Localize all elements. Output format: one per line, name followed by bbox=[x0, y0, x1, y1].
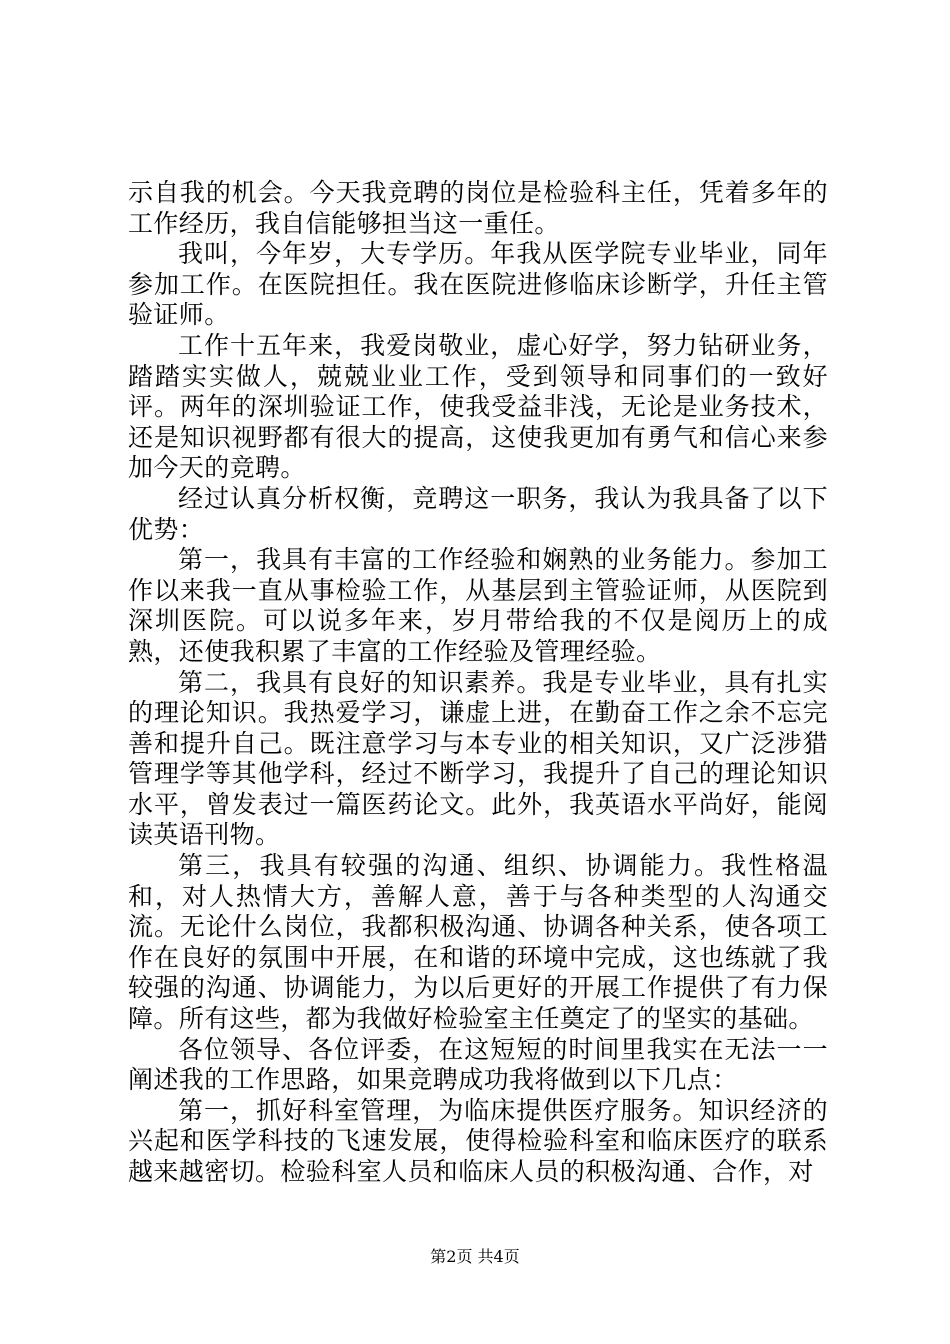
paragraph-8: 各位领导、各位评委，在这短短的时间里我实在无法一一阐述我的工作思路，如果竞聘成功我将做到以下几点： bbox=[128, 1034, 828, 1095]
paragraph-7: 第三，我具有较强的沟通、组织、协调能力。我性格温和，对人热情大方，善解人意，善于与各种类型的人沟通交流。无论什么岗位，我都积极沟通、协调各种关系，使各项工作在良好的氛围中开展，在和谐的环境中完成，这也练就了我较强的沟通、协调能力，为以后更好的开展工作提供了有力保障。所有这些，都为我做好检验室主任奠定了的坚实的基础。 bbox=[128, 851, 828, 1034]
document-body bbox=[128, 178, 828, 1188]
paragraph-4: 经过认真分析权衡，竞聘这一职务，我认为我具备了以下优势： bbox=[128, 483, 828, 544]
paragraph-3: 工作十五年来，我爱岗敬业，虚心好学，努力钻研业务，踏踏实实做人，兢兢业业工作，受到领导和同事们的一致好评。两年的深圳验证工作，使我受益非浅，无论是业务技术，还是知识视野都有很大的提高，这使我更加有勇气和信心来参加今天的竞聘。 bbox=[128, 330, 828, 483]
paragraph-5: 第一，我具有丰富的工作经验和娴熟的业务能力。参加工作以来我一直从事检验工作，从基层到主管验证师，从医院到深圳医院。可以说多年来，岁月带给我的不仅是阅历上的成熟，还使我积累了丰富的工作经验及管理经验。 bbox=[128, 545, 828, 666]
page-number-footer: 第2页 共4页 bbox=[430, 1247, 520, 1266]
paragraph-2: 我叫，今年岁，大专学历。年我从医学院专业毕业，同年参加工作。在医院担任。我在医院进修临床诊断学，升任主管验证师。 bbox=[128, 239, 828, 330]
paragraph-6: 第二，我具有良好的知识素养。我是专业毕业，具有扎实的理论知识。我热爱学习，谦虚上进，在勤奋工作之余不忘完善和提升自己。既注意学习与本专业的相关知识，又广泛涉猎管理学等其他学科，经过不断学习，我提升了自己的理论知识水平，曾发表过一篇医药论文。此外，我英语水平尚好，能阅读英语刊物。 bbox=[128, 667, 828, 850]
paragraph-1: 示自我的机会。今天我竞聘的岗位是检验科主任，凭着多年的工作经历，我自信能够担当这一重任。 bbox=[128, 178, 828, 238]
paragraph-9: 第一，抓好科室管理，为临床提供医疗服务。知识经济的兴起和医学科技的飞速发展，使得检验科室和临床医疗的联系越来越密切。检验科室人员和临床人员的积极沟通、合作，对 bbox=[128, 1095, 828, 1186]
